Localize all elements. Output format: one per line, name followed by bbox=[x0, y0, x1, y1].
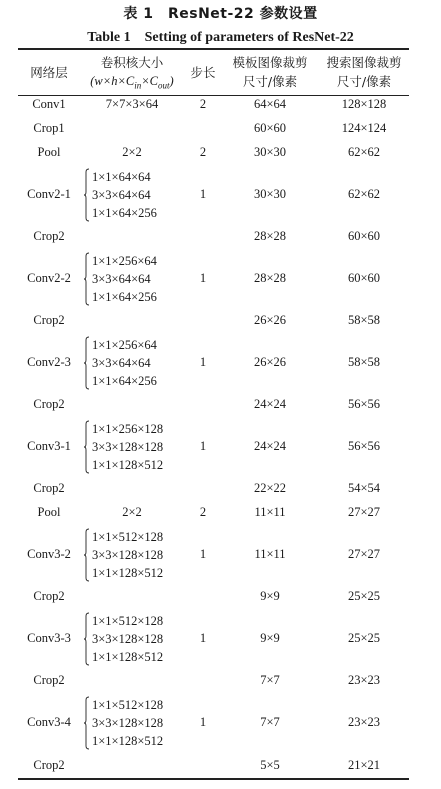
cell-template-size: 7×7 bbox=[260, 715, 280, 729]
cell-kernel: 2×2 bbox=[122, 145, 142, 159]
cell-search-size: 54×54 bbox=[347, 481, 381, 495]
cell-search-size: 62×62 bbox=[347, 145, 381, 159]
cell-template-size: 26×26 bbox=[253, 313, 287, 327]
cell-search-size: 128×128 bbox=[341, 97, 387, 111]
cell-kernel: 2×2 bbox=[122, 505, 142, 519]
kernel-line: 1×1×512×128 bbox=[92, 614, 164, 628]
header-kernel: 卷积核大小 $(w\times h\times C_{in}\times C_{out})$ bbox=[90, 55, 174, 91]
left-brace-icon bbox=[84, 696, 89, 750]
cell-template-size: 28×28 bbox=[253, 229, 287, 243]
cell-layer: Crop2 bbox=[33, 589, 65, 603]
kernel-group bbox=[84, 528, 184, 582]
left-brace-icon bbox=[84, 528, 89, 582]
table-caption-cn: 表 1 ResNet-22 参数设置 bbox=[123, 6, 318, 22]
kernel-group bbox=[84, 612, 184, 666]
table-row bbox=[0, 313, 441, 329]
kernel-line: 1×1×128×512 bbox=[92, 458, 164, 472]
table-caption-en: Table 1 Setting of parameters of ResNet-22 bbox=[87, 30, 354, 45]
cell-template-size: 24×24 bbox=[253, 439, 287, 453]
cell-layer: Conv2-1 bbox=[27, 187, 71, 201]
header-rule bbox=[18, 95, 409, 96]
kernel-line: 1×1×64×256 bbox=[92, 206, 157, 220]
kernel-line: 3×3×128×128 bbox=[92, 440, 164, 454]
cell-stride: 1 bbox=[199, 439, 207, 453]
cell-search-size: 58×58 bbox=[347, 355, 381, 369]
kernel-line: 1×1×256×64 bbox=[92, 338, 157, 352]
cell-search-size: 60×60 bbox=[347, 229, 381, 243]
top-rule bbox=[18, 48, 409, 50]
left-brace-icon bbox=[84, 168, 89, 222]
cell-template-size: 22×22 bbox=[253, 481, 287, 495]
table-row bbox=[0, 121, 441, 137]
cell-template-size: 11×11 bbox=[254, 547, 286, 561]
cell-search-size: 25×25 bbox=[347, 589, 381, 603]
cell-search-size: 124×124 bbox=[341, 121, 387, 135]
kernel-line: 1×1×64×256 bbox=[92, 374, 157, 388]
kernel-line: 1×1×512×128 bbox=[92, 530, 164, 544]
cell-layer: Conv3-4 bbox=[27, 715, 71, 729]
cell-stride: 1 bbox=[199, 631, 207, 645]
cell-template-size: 28×28 bbox=[253, 271, 287, 285]
header-search: 搜索图像裁剪 尺寸/像素 bbox=[326, 55, 402, 89]
table-row bbox=[0, 505, 441, 521]
cell-layer: Conv3-3 bbox=[27, 631, 71, 645]
cell-layer: Pool bbox=[37, 145, 61, 159]
cell-search-size: 21×21 bbox=[347, 758, 381, 772]
cell-template-size: 26×26 bbox=[253, 355, 287, 369]
table-row bbox=[0, 97, 441, 113]
table-row bbox=[0, 229, 441, 245]
left-brace-icon bbox=[84, 252, 89, 306]
kernel-group bbox=[84, 336, 184, 390]
cell-search-size: 25×25 bbox=[347, 631, 381, 645]
cell-search-size: 56×56 bbox=[347, 439, 381, 453]
kernel-line: 3×3×64×64 bbox=[92, 188, 151, 202]
cell-layer: Conv3-1 bbox=[27, 439, 71, 453]
kernel-line: 3×3×128×128 bbox=[92, 632, 164, 646]
cell-template-size: 9×9 bbox=[260, 589, 280, 603]
cell-search-size: 58×58 bbox=[347, 313, 381, 327]
header-template: 模板图像裁剪 尺寸/像素 bbox=[232, 55, 308, 89]
kernel-group bbox=[84, 168, 184, 222]
cell-layer: Crop2 bbox=[33, 673, 65, 687]
kernel-group bbox=[84, 252, 184, 306]
bottom-rule bbox=[18, 778, 409, 780]
cell-template-size: 64×64 bbox=[253, 97, 287, 111]
kernel-group bbox=[84, 420, 184, 474]
cell-layer: Conv2-2 bbox=[27, 271, 71, 285]
cell-layer: Crop1 bbox=[33, 121, 65, 135]
cell-layer: Pool bbox=[37, 505, 61, 519]
cell-template-size: 9×9 bbox=[260, 631, 280, 645]
table-row bbox=[0, 397, 441, 413]
cell-search-size: 27×27 bbox=[347, 505, 381, 519]
cell-layer: Crop2 bbox=[33, 481, 65, 495]
cell-template-size: 30×30 bbox=[253, 145, 287, 159]
cell-template-size: 60×60 bbox=[253, 121, 287, 135]
cell-stride: 1 bbox=[199, 547, 207, 561]
cell-stride: 2 bbox=[199, 145, 207, 159]
kernel-line: 1×1×512×128 bbox=[92, 698, 164, 712]
table-row bbox=[0, 271, 441, 287]
cell-layer: Crop2 bbox=[33, 397, 65, 411]
cell-layer: Crop2 bbox=[33, 758, 65, 772]
table-row bbox=[0, 145, 441, 161]
cell-stride: 2 bbox=[199, 505, 207, 519]
table-row bbox=[0, 715, 441, 731]
table-row bbox=[0, 631, 441, 647]
left-brace-icon bbox=[84, 612, 89, 666]
table-row bbox=[0, 187, 441, 203]
kernel-line: 3×3×64×64 bbox=[92, 272, 151, 286]
cell-stride: 1 bbox=[199, 715, 207, 729]
left-brace-icon bbox=[84, 336, 89, 390]
cell-search-size: 62×62 bbox=[347, 187, 381, 201]
table-row bbox=[0, 758, 441, 774]
kernel-line: 1×1×128×512 bbox=[92, 650, 164, 664]
kernel-line: 1×1×256×128 bbox=[92, 422, 164, 436]
kernel-line: 3×3×128×128 bbox=[92, 548, 164, 562]
kernel-line: 1×1×64×64 bbox=[92, 170, 151, 184]
cell-layer: Conv3-2 bbox=[27, 547, 71, 561]
kernel-line: 3×3×64×64 bbox=[92, 356, 151, 370]
cell-kernel: 7×7×3×64 bbox=[105, 97, 159, 111]
cell-layer: Conv1 bbox=[32, 97, 66, 111]
cell-template-size: 11×11 bbox=[254, 505, 286, 519]
table-row bbox=[0, 547, 441, 563]
cell-stride: 1 bbox=[199, 271, 207, 285]
cell-template-size: 30×30 bbox=[253, 187, 287, 201]
kernel-line: 1×1×128×512 bbox=[92, 566, 164, 580]
kernel-line: 1×1×64×256 bbox=[92, 290, 157, 304]
left-brace-icon bbox=[84, 420, 89, 474]
kernel-line: 1×1×256×64 bbox=[92, 254, 157, 268]
cell-stride: 1 bbox=[199, 187, 207, 201]
cell-layer: Crop2 bbox=[33, 313, 65, 327]
cell-search-size: 23×23 bbox=[347, 715, 381, 729]
cell-layer: Crop2 bbox=[33, 229, 65, 243]
cell-search-size: 60×60 bbox=[347, 271, 381, 285]
cell-search-size: 23×23 bbox=[347, 673, 381, 687]
table-row bbox=[0, 355, 441, 371]
cell-search-size: 56×56 bbox=[347, 397, 381, 411]
header-layer: 网络层 bbox=[30, 65, 68, 80]
header-stride: 步长 bbox=[190, 65, 216, 80]
cell-stride: 2 bbox=[199, 97, 207, 111]
table-row bbox=[0, 673, 441, 689]
table-row bbox=[0, 439, 441, 455]
cell-stride: 1 bbox=[199, 355, 207, 369]
cell-layer: Conv2-3 bbox=[27, 355, 71, 369]
cell-template-size: 24×24 bbox=[253, 397, 287, 411]
cell-template-size: 5×5 bbox=[260, 758, 280, 772]
table-row bbox=[0, 589, 441, 605]
cell-search-size: 27×27 bbox=[347, 547, 381, 561]
table-row bbox=[0, 481, 441, 497]
cell-template-size: 7×7 bbox=[260, 673, 280, 687]
kernel-line: 3×3×128×128 bbox=[92, 716, 164, 730]
kernel-line: 1×1×128×512 bbox=[92, 734, 164, 748]
kernel-group bbox=[84, 696, 184, 750]
